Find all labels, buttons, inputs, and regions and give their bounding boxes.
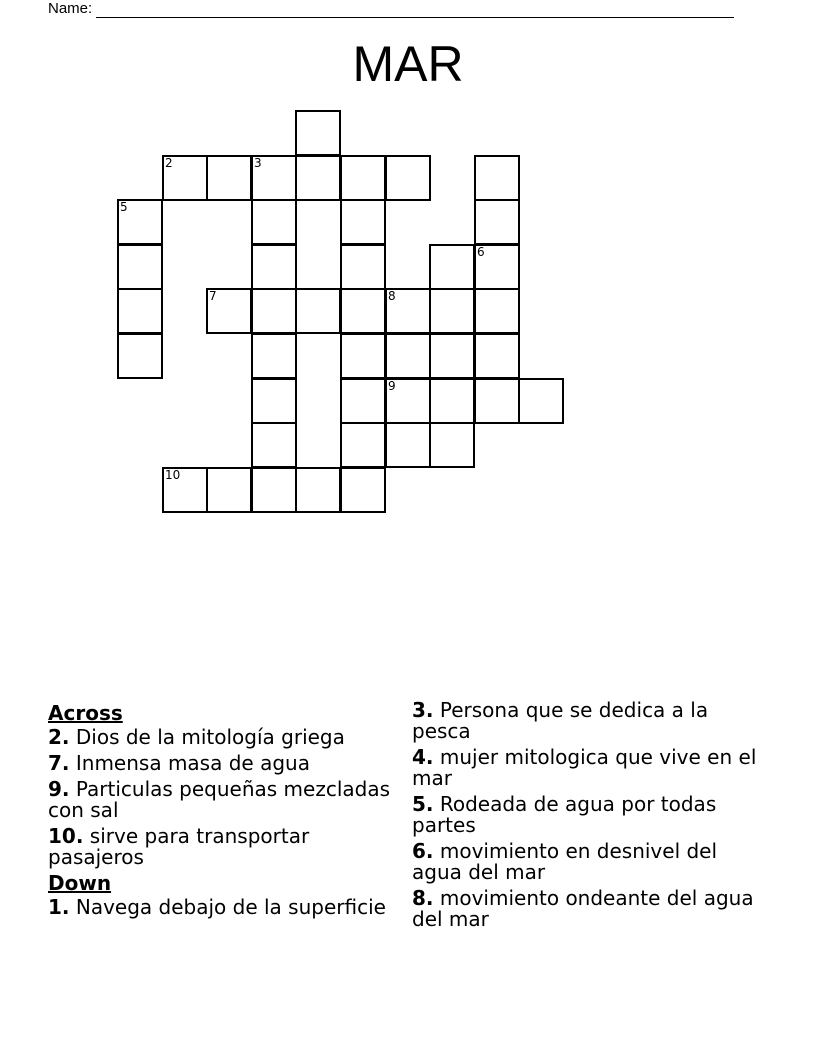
grid-cell[interactable] bbox=[429, 288, 475, 334]
grid-cell[interactable] bbox=[251, 422, 297, 468]
clue-number: 4. bbox=[412, 745, 434, 769]
grid-cell[interactable] bbox=[340, 467, 386, 513]
cell-number: 2 bbox=[165, 156, 173, 170]
clue-down-4 bbox=[412, 747, 762, 789]
clue-text: Particulas pequeñas mezcladas con sal bbox=[48, 777, 391, 822]
grid-cell[interactable] bbox=[474, 288, 520, 334]
grid-cell[interactable] bbox=[474, 378, 520, 424]
grid-cell[interactable] bbox=[429, 378, 475, 424]
clue-text: sirve para transportar pasajeros bbox=[48, 824, 310, 869]
page-title: MAR bbox=[352, 36, 464, 92]
cell-number: 6 bbox=[477, 245, 485, 259]
grid-cell[interactable] bbox=[251, 155, 297, 201]
grid-cell[interactable] bbox=[474, 333, 520, 379]
grid-cell[interactable] bbox=[385, 378, 431, 424]
clue-number: 10. bbox=[48, 824, 84, 848]
grid-cell[interactable] bbox=[295, 467, 341, 513]
grid-cell[interactable] bbox=[206, 288, 252, 334]
clue-text: Persona que se dedica a la pesca bbox=[412, 698, 709, 743]
grid-cell[interactable] bbox=[340, 244, 386, 290]
grid-cell[interactable] bbox=[206, 155, 252, 201]
grid-cell[interactable] bbox=[251, 467, 297, 513]
clue-text: Navega debajo de la superficie bbox=[75, 895, 386, 919]
grid-cell[interactable] bbox=[340, 288, 386, 334]
grid-cell[interactable] bbox=[206, 467, 252, 513]
across-heading: Across bbox=[48, 701, 123, 725]
grid-cell[interactable] bbox=[295, 288, 341, 334]
clue-number: 9. bbox=[48, 777, 70, 801]
grid-cell[interactable] bbox=[340, 199, 386, 245]
clue-down-8 bbox=[412, 888, 762, 930]
grid-cell[interactable] bbox=[340, 378, 386, 424]
grid-cell[interactable] bbox=[295, 155, 341, 201]
grid-cell[interactable] bbox=[251, 244, 297, 290]
clue-text: Rodeada de agua por todas partes bbox=[412, 792, 717, 837]
grid-cell[interactable] bbox=[340, 333, 386, 379]
grid-cell[interactable] bbox=[385, 422, 431, 468]
clue-number: 8. bbox=[412, 886, 434, 910]
cell-number: 10 bbox=[165, 468, 181, 482]
grid-cell[interactable] bbox=[251, 288, 297, 334]
grid-cell[interactable] bbox=[429, 244, 475, 290]
cell-number: 8 bbox=[388, 289, 396, 303]
clue-text: movimiento ondeante del agua del mar bbox=[412, 886, 754, 931]
clue-down-1 bbox=[48, 897, 393, 918]
grid-cell[interactable] bbox=[295, 110, 341, 156]
clue-number: 1. bbox=[48, 895, 70, 919]
grid-cell[interactable] bbox=[474, 155, 520, 201]
grid-cell[interactable] bbox=[162, 467, 208, 513]
cell-number: 3 bbox=[254, 156, 262, 170]
cell-number: 7 bbox=[209, 289, 217, 303]
clue-across-2 bbox=[48, 727, 393, 748]
clue-number: 7. bbox=[48, 751, 70, 775]
grid-cell[interactable] bbox=[429, 333, 475, 379]
grid-cell[interactable] bbox=[117, 288, 163, 334]
grid-cell[interactable] bbox=[385, 333, 431, 379]
grid-cell[interactable] bbox=[474, 244, 520, 290]
grid-cell[interactable] bbox=[251, 333, 297, 379]
clue-text: Dios de la mitología griega bbox=[75, 725, 345, 749]
name-label: Name: bbox=[48, 0, 93, 17]
grid-cell[interactable] bbox=[340, 422, 386, 468]
grid-cell[interactable] bbox=[251, 199, 297, 245]
grid-cell[interactable] bbox=[117, 333, 163, 379]
clue-number: 3. bbox=[412, 698, 434, 722]
clue-across-9 bbox=[48, 779, 393, 821]
clue-text: mujer mitologica que vive en el mar bbox=[412, 745, 757, 790]
clues-left-column bbox=[48, 700, 393, 923]
clue-down-6 bbox=[412, 841, 762, 883]
clue-text: movimiento en desnivel del agua del mar bbox=[412, 839, 718, 884]
clue-text: Inmensa masa de agua bbox=[75, 751, 310, 775]
clue-across-10 bbox=[48, 826, 393, 868]
grid-cell[interactable] bbox=[117, 199, 163, 245]
clue-down-3 bbox=[412, 700, 762, 742]
clue-across-7 bbox=[48, 753, 393, 774]
grid-cell[interactable] bbox=[518, 378, 564, 424]
down-heading: Down bbox=[48, 871, 112, 895]
grid-cell[interactable] bbox=[340, 155, 386, 201]
cell-number: 5 bbox=[120, 200, 128, 214]
grid-cell[interactable] bbox=[251, 378, 297, 424]
clue-number: 6. bbox=[412, 839, 434, 863]
grid-cell[interactable] bbox=[385, 155, 431, 201]
grid-cell[interactable] bbox=[474, 199, 520, 245]
grid-cell[interactable] bbox=[385, 288, 431, 334]
grid-cell[interactable] bbox=[162, 155, 208, 201]
grid-cell[interactable] bbox=[429, 422, 475, 468]
cell-number: 9 bbox=[388, 379, 396, 393]
grid-cell[interactable] bbox=[117, 244, 163, 290]
clue-down-5 bbox=[412, 794, 762, 836]
clues-right-column bbox=[412, 700, 762, 935]
clue-number: 2. bbox=[48, 725, 70, 749]
clue-number: 5. bbox=[412, 792, 434, 816]
